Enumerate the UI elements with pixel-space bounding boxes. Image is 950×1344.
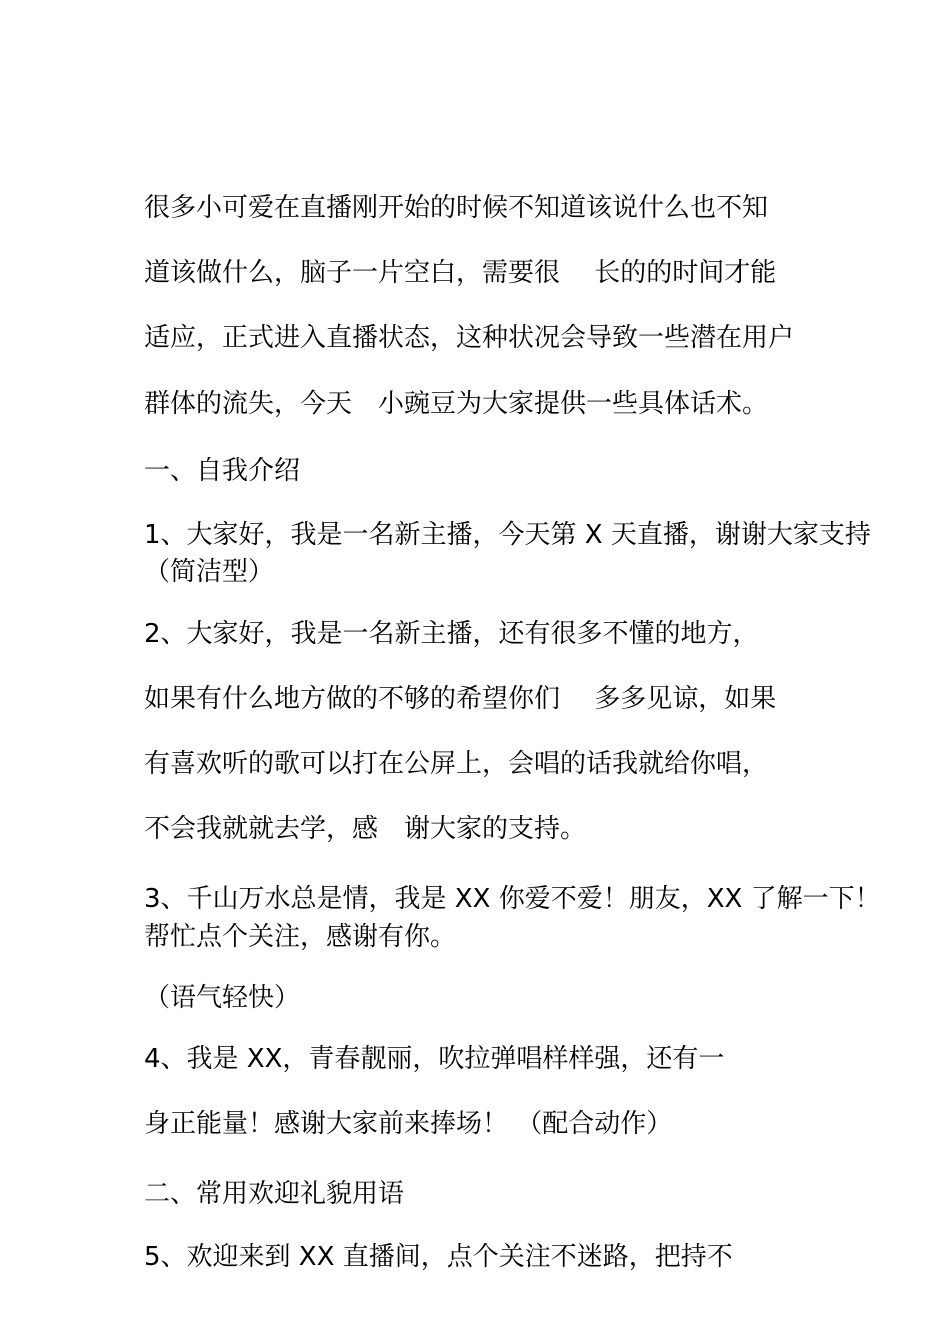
- paragraph-line: 很多小可爱在直播刚开始的时候不知道该说什么也不知: [144, 193, 769, 223]
- list-item: 3、千山万水总是情，我是 XX 你爱不爱！朋友，XX 了解一下！: [144, 884, 881, 914]
- list-item-note: （简洁型）: [144, 557, 275, 587]
- paragraph-line: 如果有什么地方做的不够的希望你们 多多见谅，如果: [144, 684, 777, 714]
- section-heading: 二、常用欢迎礼貌用语: [144, 1179, 405, 1209]
- paragraph-line: 身正能量！感谢大家前来捧场！ （配合动作）: [144, 1109, 673, 1139]
- list-item-note: （语气轻快）: [144, 983, 301, 1013]
- section-heading: 一、自我介绍: [144, 456, 301, 486]
- paragraph-line: 帮忙点个关注，感谢有你。: [144, 922, 457, 952]
- paragraph-line: 适应，正式进入直播状态，这种状况会导致一些潜在用户: [144, 323, 795, 353]
- paragraph-line: 不会我就就去学，感 谢大家的支持。: [144, 814, 587, 844]
- list-item: 5、欢迎来到 XX 直播间，点个关注不迷路，把持不: [144, 1242, 733, 1272]
- paragraph-line: 有喜欢听的歌可以打在公屏上，会唱的话我就给你唱，: [144, 749, 769, 779]
- list-item: 1、大家好，我是一名新主播，今天第 X 天直播，谢谢大家支持: [144, 520, 871, 550]
- paragraph-line: 道该做什么，脑子一片空白，需要很 长的的时间才能: [144, 258, 777, 288]
- paragraph-line: 群体的流失，今天 小豌豆为大家提供一些具体话术。: [144, 389, 769, 419]
- list-item: 2、大家好，我是一名新主播，还有很多不懂的地方，: [144, 619, 759, 649]
- list-item: 4、我是 XX，青春靓丽，吹拉弹唱样样强，还有一: [144, 1044, 725, 1074]
